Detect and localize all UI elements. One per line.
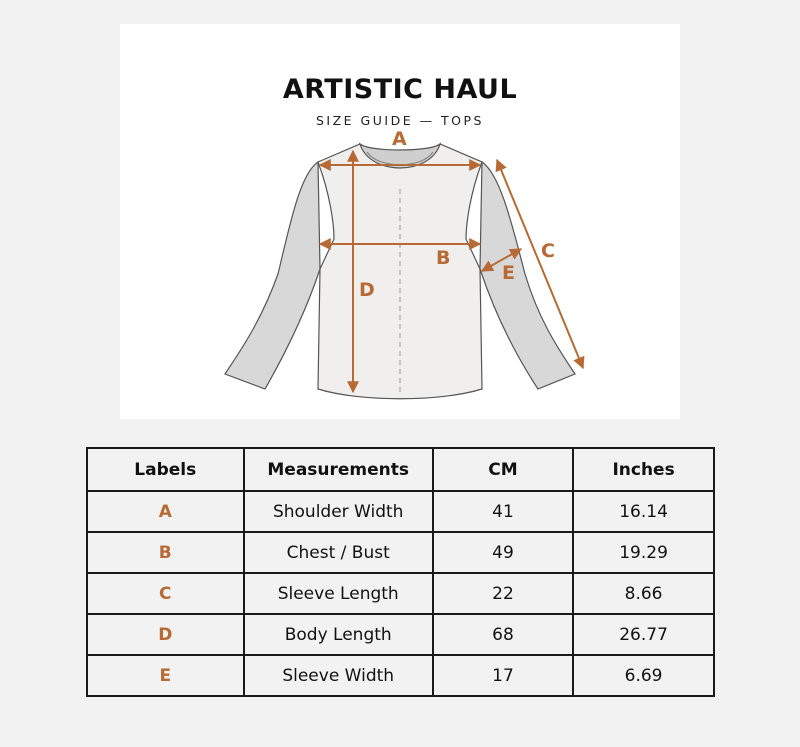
header-labels: Labels bbox=[87, 448, 244, 491]
row-cm: 41 bbox=[433, 491, 573, 532]
header-cm: CM bbox=[433, 448, 573, 491]
size-table bbox=[86, 447, 715, 697]
row-measurement: Sleeve Length bbox=[244, 573, 433, 614]
row-label: E bbox=[87, 655, 244, 696]
brand-title: ARTISTIC HAUL bbox=[282, 74, 518, 105]
table-row bbox=[87, 532, 714, 573]
header-inches: Inches bbox=[573, 448, 714, 491]
row-cm: 68 bbox=[433, 614, 573, 655]
label-e: E bbox=[502, 262, 515, 284]
row-inches: 26.77 bbox=[573, 614, 714, 655]
label-c: C bbox=[541, 240, 555, 262]
size-diagram-card bbox=[120, 24, 680, 419]
label-b: B bbox=[436, 247, 451, 269]
row-inches: 16.14 bbox=[573, 491, 714, 532]
row-measurement: Sleeve Width bbox=[244, 655, 433, 696]
right-sleeve bbox=[480, 162, 575, 389]
row-label: A bbox=[87, 491, 244, 532]
row-label: D bbox=[87, 614, 244, 655]
shirt-diagram bbox=[120, 24, 680, 419]
row-label: B bbox=[87, 532, 244, 573]
row-cm: 22 bbox=[433, 573, 573, 614]
table-row bbox=[87, 491, 714, 532]
table-row bbox=[87, 614, 714, 655]
row-measurement: Chest / Bust bbox=[244, 532, 433, 573]
row-cm: 49 bbox=[433, 532, 573, 573]
table-row bbox=[87, 655, 714, 696]
row-label: C bbox=[87, 573, 244, 614]
row-inches: 19.29 bbox=[573, 532, 714, 573]
row-measurement: Body Length bbox=[244, 614, 433, 655]
row-inches: 6.69 bbox=[573, 655, 714, 696]
row-inches: 8.66 bbox=[573, 573, 714, 614]
row-measurement: Shoulder Width bbox=[244, 491, 433, 532]
size-guide-subtitle: SIZE GUIDE — TOPS bbox=[316, 113, 484, 128]
label-a: A bbox=[392, 128, 407, 150]
row-cm: 17 bbox=[433, 655, 573, 696]
left-sleeve bbox=[225, 162, 320, 389]
label-d: D bbox=[359, 279, 375, 301]
table-row bbox=[87, 573, 714, 614]
table-header-row bbox=[87, 448, 714, 491]
header-measurements: Measurements bbox=[244, 448, 433, 491]
